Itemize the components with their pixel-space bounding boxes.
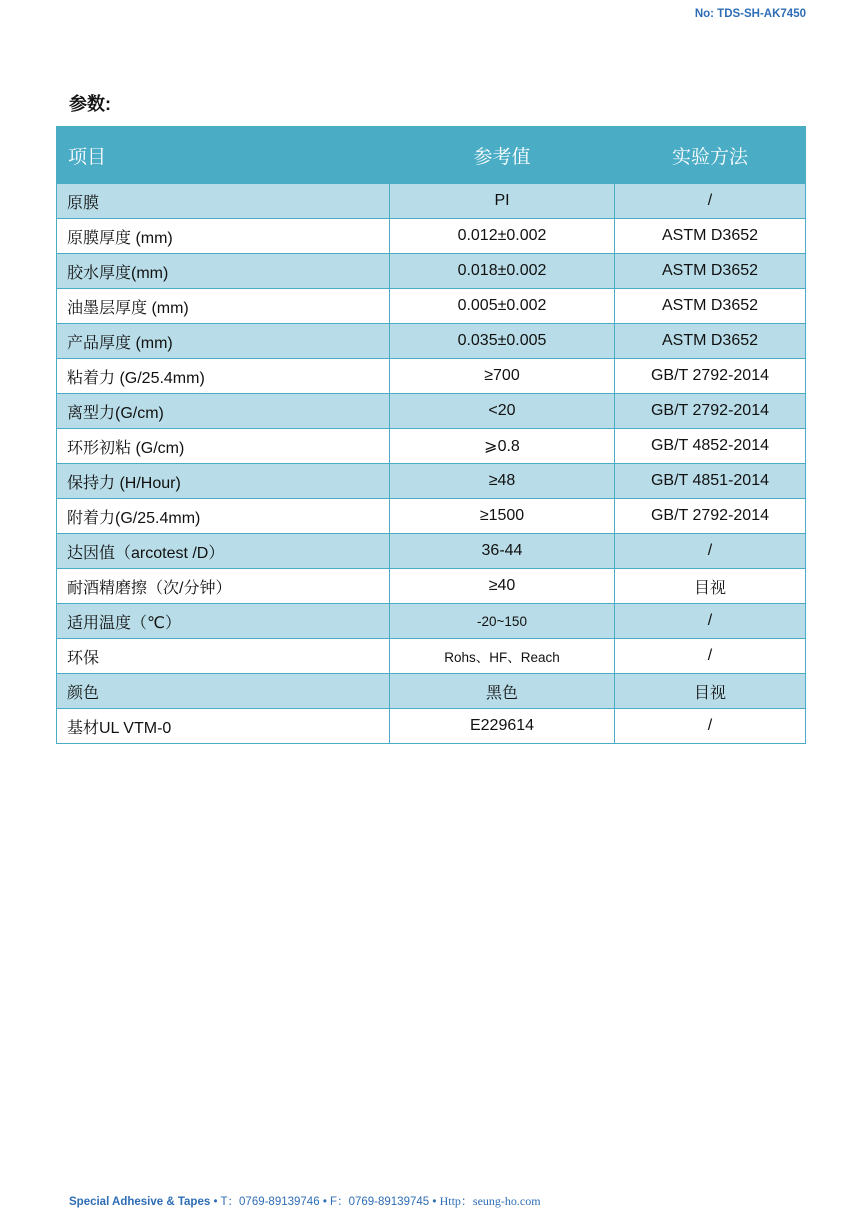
row-value: ⩾0.8 <box>390 429 615 464</box>
row-item: 适用温度（℃） <box>57 604 390 639</box>
row-method: / <box>615 604 806 639</box>
table-row <box>57 674 806 709</box>
row-value: 0.018±0.002 <box>390 254 615 289</box>
footer-separator: • <box>213 1196 218 1208</box>
table-row <box>57 464 806 499</box>
row-value: ≥48 <box>390 464 615 499</box>
row-value: -20~150 <box>390 604 615 639</box>
page-footer <box>69 1192 541 1209</box>
footer-website-link[interactable]: Http：seung-ho.com <box>439 1194 541 1208</box>
row-method: / <box>615 184 806 219</box>
row-value: 0.005±0.002 <box>390 289 615 324</box>
row-method: ASTM D3652 <box>615 219 806 254</box>
row-item: 达因值（arcotest /D） <box>57 534 390 569</box>
footer-telephone: T：0769-89139746 <box>220 1196 320 1208</box>
footer-fax: F：0769-89139745 <box>330 1196 430 1208</box>
row-item: 颜色 <box>57 674 390 709</box>
table-row <box>57 709 806 744</box>
row-value: ≥40 <box>390 569 615 604</box>
row-item: 粘着力 (G/25.4mm) <box>57 359 390 394</box>
row-value: E229614 <box>390 709 615 744</box>
table-header-row <box>57 127 806 184</box>
header-item: 项目 <box>57 127 390 184</box>
row-method: ASTM D3652 <box>615 254 806 289</box>
table-row <box>57 289 806 324</box>
row-method: GB/T 4851-2014 <box>615 464 806 499</box>
document-number: No: TDS-SH-AK7450 <box>694 8 806 20</box>
row-value: 36-44 <box>390 534 615 569</box>
table-row <box>57 359 806 394</box>
row-value: 0.012±0.002 <box>390 219 615 254</box>
table-row <box>57 429 806 464</box>
table-row <box>57 639 806 674</box>
table-row <box>57 254 806 289</box>
footer-separator: • <box>322 1196 327 1208</box>
row-method: / <box>615 709 806 744</box>
row-method: GB/T 2792-2014 <box>615 359 806 394</box>
table-row <box>57 499 806 534</box>
table-row <box>57 324 806 359</box>
row-method: ASTM D3652 <box>615 324 806 359</box>
header-reference-value: 参考值 <box>390 127 615 184</box>
row-item: 原膜厚度 (mm) <box>57 219 390 254</box>
row-method: 目视 <box>615 674 806 709</box>
row-method: 目视 <box>615 569 806 604</box>
row-item: 环形初粘 (G/cm) <box>57 429 390 464</box>
row-method: GB/T 2792-2014 <box>615 499 806 534</box>
table-row <box>57 394 806 429</box>
row-value: PI <box>390 184 615 219</box>
row-item: 保持力 (H/Hour) <box>57 464 390 499</box>
row-item: 环保 <box>57 639 390 674</box>
row-value: <20 <box>390 394 615 429</box>
row-value: 0.035±0.005 <box>390 324 615 359</box>
table-row <box>57 569 806 604</box>
row-method: GB/T 2792-2014 <box>615 394 806 429</box>
row-item: 胶水厚度(mm) <box>57 254 390 289</box>
row-item: 产品厚度 (mm) <box>57 324 390 359</box>
parameters-table <box>56 126 806 744</box>
row-value: 黑色 <box>390 674 615 709</box>
row-value: Rohs、HF、Reach <box>390 639 615 674</box>
row-item: 附着力(G/25.4mm) <box>57 499 390 534</box>
row-item: 原膜 <box>57 184 390 219</box>
row-item: 离型力(G/cm) <box>57 394 390 429</box>
table-row <box>57 534 806 569</box>
row-method: / <box>615 639 806 674</box>
footer-brand: Special Adhesive & Tapes <box>69 1196 211 1208</box>
row-value: ≥1500 <box>390 499 615 534</box>
row-method: ASTM D3652 <box>615 289 806 324</box>
footer-separator: • <box>432 1196 437 1208</box>
row-item: 油墨层厚度 (mm) <box>57 289 390 324</box>
row-item: 基材UL VTM-0 <box>57 709 390 744</box>
section-title: 参数: <box>69 94 111 114</box>
row-method: GB/T 4852-2014 <box>615 429 806 464</box>
row-item: 耐酒精磨擦（次/分钟） <box>57 569 390 604</box>
row-method: / <box>615 534 806 569</box>
row-value: ≥700 <box>390 359 615 394</box>
table-row <box>57 604 806 639</box>
table-row <box>57 219 806 254</box>
header-test-method: 实验方法 <box>615 127 806 184</box>
table-row <box>57 184 806 219</box>
